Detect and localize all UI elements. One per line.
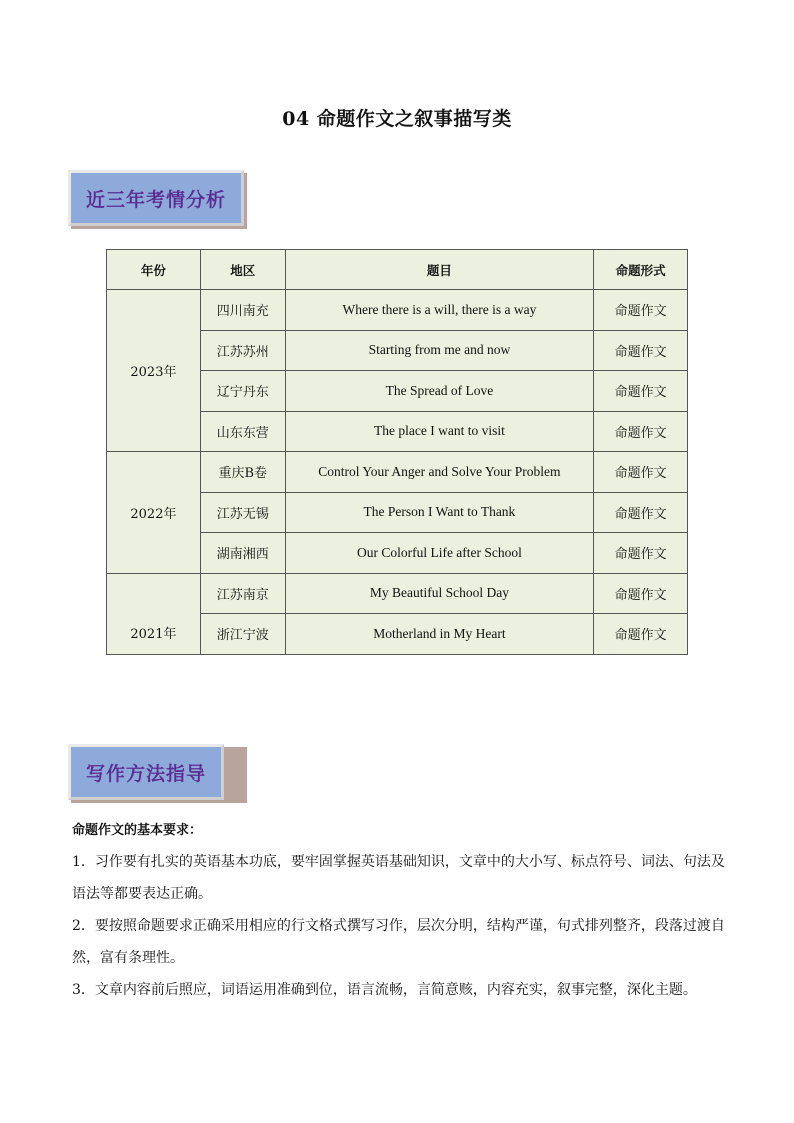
region-cell: 湖南湘西: [200, 533, 285, 574]
region-cell: 江苏苏州: [200, 330, 285, 371]
header-form: 命题形式: [594, 250, 688, 290]
form-cell: 命题作文: [594, 492, 688, 533]
topic-cell: Motherland in My Heart: [285, 614, 593, 655]
topic-cell: Starting from me and now: [285, 330, 593, 371]
form-cell: 命题作文: [594, 533, 688, 574]
form-cell: 命题作文: [594, 452, 688, 493]
topic-cell: Our Colorful Life after School: [285, 533, 593, 574]
exam-table: [106, 249, 688, 655]
banner-label: 近三年考情分析: [68, 170, 244, 226]
form-cell: 命题作文: [594, 290, 688, 331]
region-cell: 辽宁丹东: [200, 371, 285, 412]
region-cell: 江苏无锡: [200, 492, 285, 533]
region-cell: 江苏南京: [200, 573, 285, 614]
guide-section: [72, 820, 732, 1006]
section-banner-writing-guide: [68, 744, 244, 800]
region-cell: 四川南充: [200, 290, 285, 331]
topic-cell: The place I want to visit: [285, 411, 593, 452]
header-topic: 题目: [285, 250, 593, 290]
guide-point: 2．要按照命题要求正确采用相应的行文格式撰写习作，层次分明，结构严谨，句式排列整齐，段落过渡自然，富有条理性。: [72, 918, 725, 966]
table-row: [107, 573, 688, 614]
table-row: [107, 452, 688, 493]
topic-cell: The Spread of Love: [285, 371, 593, 412]
year-cell: [107, 573, 201, 654]
form-cell: 命题作文: [594, 573, 688, 614]
form-cell: 命题作文: [594, 411, 688, 452]
topic-cell: My Beautiful School Day: [285, 573, 593, 614]
topic-cell: The Person I Want to Thank: [285, 492, 593, 533]
form-cell: 命题作文: [594, 330, 688, 371]
topic-cell: Where there is a will, there is a way: [285, 290, 593, 331]
header-year: 年份: [107, 250, 201, 290]
region-cell: 浙江宁波: [200, 614, 285, 655]
year-label: 2021年: [130, 626, 177, 642]
year-cell: 2022年: [107, 452, 201, 574]
topic-cell: Control Your Anger and Solve Your Problem: [285, 452, 593, 493]
year-cell: 2023年: [107, 290, 201, 452]
region-cell: 山东东营: [200, 411, 285, 452]
form-cell: 命题作文: [594, 371, 688, 412]
guide-point: 1．习作要有扎实的英语基本功底，要牢固掌握英语基础知识，文章中的大小写、标点符号、词法、句法及语法等都要表达正确。: [72, 854, 725, 902]
section-banner-exam-analysis: [68, 170, 244, 226]
banner-label: 写作方法指导: [68, 744, 224, 800]
header-region: 地区: [200, 250, 285, 290]
page-title: 04 命题作文之叙事描写类: [282, 108, 512, 130]
region-cell: 重庆B卷: [200, 452, 285, 493]
table-header-row: [107, 250, 688, 290]
table-row: [107, 290, 688, 331]
form-cell: 命题作文: [594, 614, 688, 655]
guide-point: 3．文章内容前后照应，词语运用准确到位，语言流畅，言简意赅，内容充实，叙事完整，深化主题。: [72, 982, 697, 998]
guide-lead: 命题作文的基本要求：: [72, 823, 203, 838]
